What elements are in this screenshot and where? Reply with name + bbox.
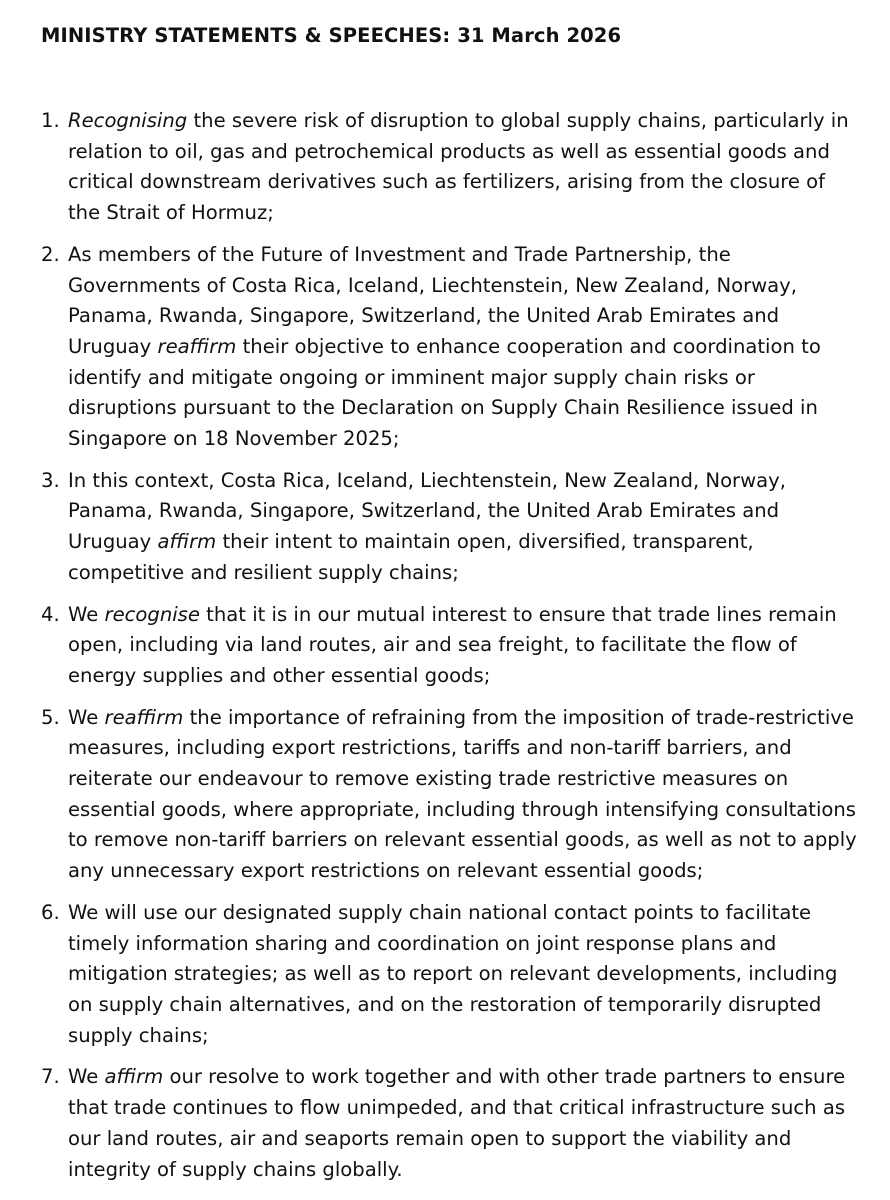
item-number: 1. (41, 109, 60, 132)
italic-text: recognise (104, 602, 200, 626)
list-item (41, 1062, 860, 1185)
list-item (41, 898, 860, 1052)
list-item (41, 106, 860, 229)
item-number: 2. (41, 242, 60, 266)
item-text (68, 240, 860, 455)
body-text: our resolve to work together and with other trade partners to ensure that trade continues to flow unimpeded, and that critical infrastructure such as our land routes, air and seaports remain open to support the viability and integrity of supply chains globally. (68, 1065, 846, 1181)
item-text (68, 703, 860, 887)
body-text: the importance of refraining from the imposition of trade-restrictive measures, including export restrictions, tariffs and non-tariff barriers, and reiterate our endeavour to remove existing trade restrictive measures on essential goods, where appropriate, including through intensifying consultations to remove non-tariff barriers on relevant essential goods, as well as not to apply any unnecessary export restrictions on relevant essential goods; (68, 705, 857, 883)
item-number: 3. (41, 468, 60, 492)
body-text: that it is in our mutual interest to ensure that trade lines remain open, including via land routes, air and sea freight, to facilitate the flow of energy supplies and other essential goods; (68, 602, 837, 687)
item-text (68, 1062, 860, 1185)
item-number: 7. (41, 1065, 60, 1089)
body-text: their objective to enhance cooperation and coordination to identify and mitigate ongoing or imminent major supply chain risks or disruptions pursuant to the Declaration on Supply Chain Resilience issued in Singapore on 18 November 2025; (68, 334, 821, 451)
document-title: MINISTRY STATEMENTS & SPEECHES: 31 March 2026 (41, 24, 622, 47)
body-text: the severe risk of disruption to global supply chains, particularly in relation to oil, gas and petrochemical products as well as essential goods and critical downstream derivatives such as fertilizers, arising from the closure of the Strait of Hormuz; (68, 109, 849, 225)
italic-text: Recognising (68, 109, 188, 132)
list-item (41, 466, 860, 589)
item-number: 6. (41, 900, 60, 924)
italic-text: reaffirm (104, 705, 184, 729)
body-text: We (68, 1065, 105, 1089)
item-text (68, 466, 860, 589)
list-item (41, 240, 860, 455)
body-text: As members of the Future of Investment and Trade Partnership, the Governments of Costa Rica, Iceland, Liechtenstein, New Zealand, Norway, Panama, Rwanda, Singapore, Switzerland, the United Arab Emirates and Uruguay (68, 242, 797, 358)
item-number: 5. (41, 705, 60, 729)
item-number: 4. (41, 602, 60, 626)
body-text: their intent to maintain open, diversified, transparent, competitive and resilient supply chains; (68, 530, 754, 584)
list-item (41, 600, 860, 692)
body-text: We will use our designated supply chain national contact points to facilitate timely information sharing and coordination on joint response plans and mitigation strategies; as well as to report on relevant developments, including on supply chain alternatives, and on the restoration of temporarily disrupted supply chains; (68, 900, 838, 1047)
list-item (41, 703, 860, 887)
item-text (68, 106, 860, 229)
item-text (68, 600, 860, 692)
italic-text: affirm (157, 530, 217, 554)
body-text: We (68, 705, 105, 729)
italic-text: reaffirm (157, 334, 237, 358)
statement-list (41, 106, 860, 1185)
body-text: We (68, 602, 105, 626)
body-text: In this context, Costa Rica, Iceland, Liechtenstein, New Zealand, Norway, Panama, Rwanda, Singapore, Switzerland, the United Arab Emirates and Uruguay (68, 468, 786, 554)
italic-text: affirm (104, 1065, 164, 1089)
item-text (68, 898, 860, 1052)
